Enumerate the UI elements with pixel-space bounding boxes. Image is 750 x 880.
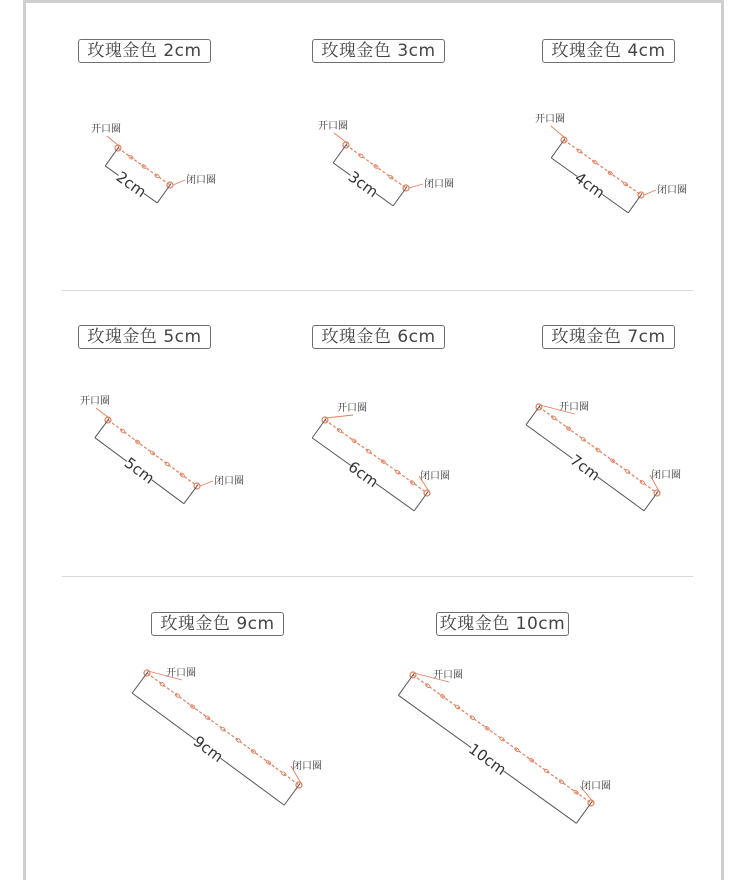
dimension-tick-start bbox=[526, 405, 540, 424]
dimension-tick-end bbox=[628, 193, 642, 213]
dimension-tick-start bbox=[551, 138, 565, 158]
chain-link bbox=[159, 682, 165, 687]
chain-link bbox=[220, 726, 226, 731]
open-ring-leader bbox=[96, 408, 109, 418]
dimension-tick-end bbox=[284, 783, 300, 805]
dimension-length-label: 2cm bbox=[112, 167, 150, 202]
chain-link bbox=[470, 715, 476, 720]
open-ring-label: 开口圈 bbox=[318, 121, 348, 132]
closed-ring-label: 闭口圈 bbox=[186, 175, 216, 186]
chain-link bbox=[395, 470, 401, 475]
dimension-length-label: 4cm bbox=[571, 168, 609, 203]
variant-title-10cm: 玫瑰金色 10cm bbox=[436, 612, 569, 636]
dimension-tick-start bbox=[398, 673, 414, 695]
open-ring-label: 开口圈 bbox=[337, 403, 367, 414]
open-ring-label: 开口圈 bbox=[559, 402, 589, 413]
closed-ring-label: 闭口圈 bbox=[420, 471, 450, 482]
closed-ring-leader bbox=[200, 481, 213, 486]
dimension-tick-end bbox=[576, 801, 592, 823]
dimension-length-label: 5cm bbox=[121, 453, 158, 488]
open-ring-label: 开口圈 bbox=[433, 670, 463, 681]
chain-link bbox=[358, 153, 364, 158]
dimension-tick-end bbox=[157, 183, 171, 203]
chain-link bbox=[580, 437, 586, 442]
variant-title-4cm: 玫瑰金色 4cm bbox=[542, 39, 675, 63]
closed-ring-leader bbox=[173, 180, 185, 185]
closed-ring-leader bbox=[644, 190, 656, 195]
dimension-tick-start bbox=[132, 671, 148, 693]
closed-ring-label: 闭口圈 bbox=[651, 470, 681, 481]
variant-title-5cm: 玫瑰金色 5cm bbox=[78, 325, 211, 349]
dimension-tick-end bbox=[644, 491, 658, 510]
dimension-length-label: 3cm bbox=[344, 167, 382, 202]
open-ring-leader bbox=[551, 126, 565, 138]
closed-ring-label: 闭口圈 bbox=[214, 476, 244, 487]
dimension-length-label: 6cm bbox=[344, 457, 382, 492]
dimension-tick-end bbox=[184, 484, 198, 503]
open-ring-leader bbox=[326, 415, 353, 418]
dimension-tick-end bbox=[393, 186, 407, 206]
closed-ring-label: 闭口圈 bbox=[581, 781, 611, 792]
open-ring-leader bbox=[334, 133, 347, 143]
chain-link bbox=[595, 447, 601, 452]
variant-title-2cm: 玫瑰金色 2cm bbox=[78, 39, 211, 63]
chain-link bbox=[281, 771, 287, 776]
chain-link bbox=[499, 736, 505, 741]
closed-ring-leader bbox=[409, 184, 423, 188]
chain-link bbox=[544, 768, 550, 773]
chain-link bbox=[625, 469, 631, 474]
closed-ring-label: 闭口圈 bbox=[657, 185, 687, 196]
chain-link bbox=[366, 449, 372, 454]
open-ring-label: 开口圈 bbox=[535, 114, 565, 125]
dimension-tick-start bbox=[95, 418, 109, 437]
chain-link-line bbox=[147, 673, 299, 785]
chain-link bbox=[235, 738, 241, 743]
dimension-length-label: 7cm bbox=[566, 450, 604, 485]
variant-title-6cm: 玫瑰金色 6cm bbox=[312, 325, 445, 349]
chain-link bbox=[165, 461, 171, 466]
chain-link-line bbox=[539, 407, 657, 493]
dimension-tick-start bbox=[105, 146, 119, 166]
closed-ring-label: 闭口圈 bbox=[292, 761, 322, 772]
open-ring-leader bbox=[107, 136, 119, 146]
chain-link bbox=[551, 415, 557, 420]
dimension-tick-start bbox=[333, 143, 347, 163]
variant-title-7cm: 玫瑰金色 7cm bbox=[542, 325, 675, 349]
variant-title-9cm: 玫瑰金色 9cm bbox=[151, 612, 284, 636]
chain-link-line bbox=[413, 675, 591, 803]
chain-link bbox=[455, 704, 461, 709]
closed-ring-label: 闭口圈 bbox=[424, 179, 454, 190]
open-ring-label: 开口圈 bbox=[91, 124, 121, 135]
dimension-tick-start bbox=[312, 418, 326, 438]
dimension-length-label: 10cm bbox=[465, 739, 510, 779]
chain-link bbox=[425, 683, 431, 688]
open-ring-label: 开口圈 bbox=[166, 668, 196, 679]
variant-title-3cm: 玫瑰金色 3cm bbox=[312, 39, 445, 63]
open-ring-label: 开口圈 bbox=[80, 396, 110, 407]
dimension-tick-end bbox=[414, 491, 428, 511]
chain-link bbox=[577, 148, 583, 153]
dimension-length-label: 9cm bbox=[189, 732, 227, 766]
